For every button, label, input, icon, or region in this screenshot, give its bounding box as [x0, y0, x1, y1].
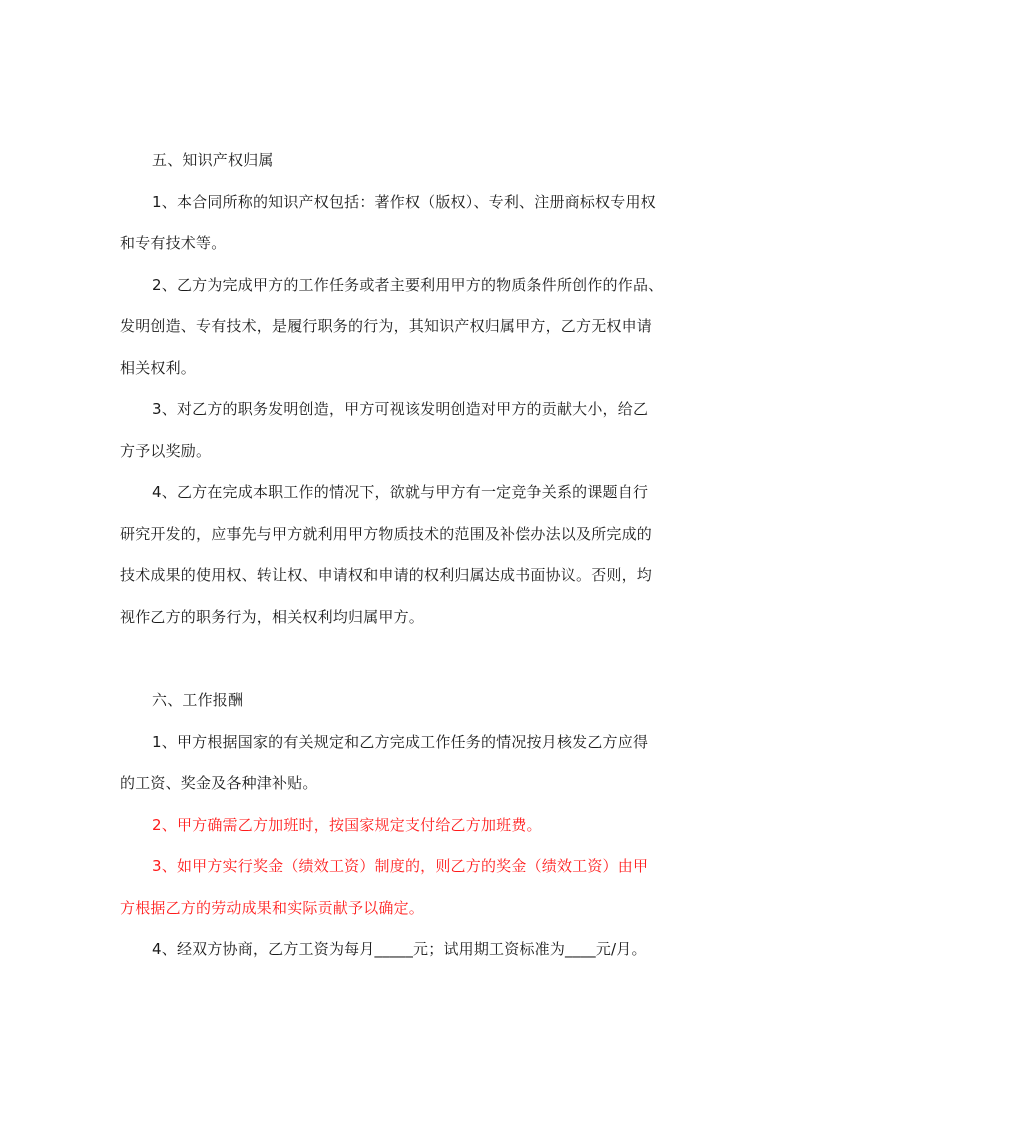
section-heading-ip: 五、知识产权归属: [152, 151, 274, 169]
paragraph-line: 方予以奖励。: [120, 441, 212, 460]
paragraph-line-highlighted: 2、甲方确需乙方加班时，按国家规定支付给乙方加班费。: [152, 815, 542, 834]
paragraph-ip-2: [120, 265, 680, 390]
paragraph-line: 和专有技术等。: [120, 234, 227, 252]
paragraph-comp-1: [120, 722, 680, 805]
paragraph-ip-1: [120, 182, 680, 265]
paragraph-line-highlighted: 3、如甲方实行奖金（绩效工资）制度的，则乙方的奖金（绩效工资）由甲: [152, 857, 649, 875]
paragraph-line: 发明创造、专有技术，是履行职务的行为，其知识产权归属甲方，乙方无权申请: [120, 317, 653, 335]
section-spacer: [120, 638, 680, 680]
paragraph-comp-4: [120, 929, 680, 971]
paragraph-line: 视作乙方的职务行为，相关权利均归属甲方。: [120, 607, 425, 626]
section-intellectual-property: [120, 140, 680, 638]
section-compensation: [120, 680, 680, 971]
paragraph-ip-4: [120, 472, 680, 638]
paragraph-line: 技术成果的使用权、转让权、申请权和申请的权利归属达成书面协议。否则，均: [120, 566, 653, 584]
paragraph-line-highlighted: 方根据乙方的劳动成果和实际贡献予以确定。: [120, 898, 425, 917]
document-page: [120, 140, 680, 971]
section-heading-compensation: 六、工作报酬: [152, 691, 244, 709]
paragraph-line: 4、乙方在完成本职工作的情况下，欲就与甲方有一定竞争关系的课题自行: [152, 483, 649, 501]
paragraph-comp-2: [120, 805, 680, 847]
paragraph-line: 4、经双方协商，乙方工资为每月_____元；试用期工资标准为____元/月。: [152, 940, 647, 958]
paragraph-ip-3: [120, 389, 680, 472]
paragraph-line: 相关权利。: [120, 358, 197, 377]
paragraph-comp-3: [120, 846, 680, 929]
paragraph-line: 的工资、奖金及各种津补贴。: [120, 774, 318, 792]
paragraph-line: 3、对乙方的职务发明创造，甲方可视该发明创造对甲方的贡献大小，给乙: [152, 400, 649, 418]
paragraph-line: 1、本合同所称的知识产权包括：著作权（版权）、专利、注册商标权专用权: [152, 192, 656, 211]
paragraph-line: 2、乙方为完成甲方的工作任务或者主要利用甲方的物质条件所创作的作品、: [152, 275, 664, 294]
paragraph-line: 1、甲方根据国家的有关规定和乙方完成工作任务的情况按月核发乙方应得: [152, 732, 649, 751]
paragraph-line: 研究开发的，应事先与甲方就利用甲方物质技术的范围及补偿办法以及所完成的: [120, 524, 653, 543]
